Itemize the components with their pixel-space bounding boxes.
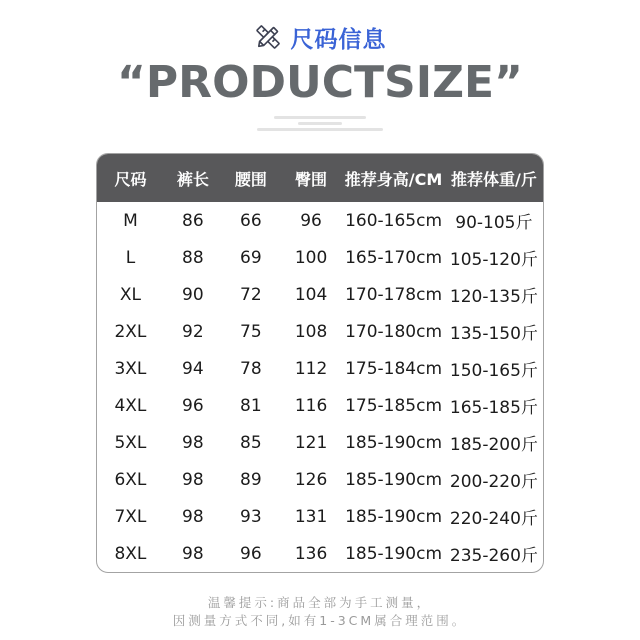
table-cell: 175-184cm: [345, 358, 443, 379]
header-cell: 尺码: [114, 169, 147, 189]
table-cell: 98: [182, 506, 204, 527]
table-cell: M: [123, 210, 138, 231]
table-cell: L: [125, 247, 136, 268]
table-cell: 120-135斤: [449, 287, 538, 307]
table-cell: 104: [294, 284, 328, 305]
header-cell: 推荐身高/CM: [344, 169, 443, 189]
table-cell: 81: [240, 395, 262, 416]
table-cell: 126: [294, 469, 328, 490]
table-cell: 175-185cm: [345, 395, 443, 416]
table-cell: 66: [240, 210, 262, 231]
table-cell: 78: [240, 358, 262, 379]
table-row: [97, 202, 543, 239]
table-cell: 6XL: [114, 469, 147, 490]
table-cell: 185-190cm: [345, 469, 443, 490]
table-cell: 2XL: [114, 321, 147, 342]
table-cell: 86: [182, 210, 204, 231]
fine-print-line: [257, 128, 383, 131]
table-cell: 89: [240, 469, 262, 490]
table-cell: 136: [294, 543, 328, 564]
size-table: [96, 153, 544, 573]
table-header-row: [97, 154, 543, 202]
page-subtitle: “PRODUCTSIZE”: [117, 57, 523, 108]
header-cell: 裤长: [176, 169, 209, 189]
table-cell: 150-165斤: [449, 361, 538, 381]
table-row: [97, 350, 543, 387]
table-cell: XL: [119, 284, 141, 305]
table-cell: 96: [240, 543, 262, 564]
table-row: [97, 461, 543, 498]
table-cell: 90: [182, 284, 204, 305]
table-row: [97, 276, 543, 313]
table-row: [97, 535, 543, 572]
table-cell: 235-260斤: [449, 546, 538, 566]
table-row: [97, 498, 543, 535]
table-cell: 185-190cm: [345, 506, 443, 527]
table-cell: 96: [300, 210, 322, 231]
table-cell: 200-220斤: [449, 472, 538, 492]
table-cell: 90-105斤: [455, 213, 533, 233]
table-cell: 108: [294, 321, 328, 342]
tip-line-1: 温馨提示:商品全部为手工测量，: [207, 595, 433, 610]
measurement-tip: [0, 594, 640, 630]
table-body: [97, 202, 543, 572]
table-cell: 220-240斤: [449, 509, 538, 529]
table-cell: 98: [182, 432, 204, 453]
table-cell: 131: [294, 506, 328, 527]
table-cell: 185-190cm: [345, 432, 443, 453]
pencil-ruler-icon: [254, 23, 282, 51]
header-cell: 推荐体重/斤: [450, 169, 537, 189]
table-cell: 165-185斤: [449, 398, 538, 418]
table-cell: 100: [294, 247, 328, 268]
table-cell: 3XL: [114, 358, 147, 379]
table-cell: 185-200斤: [449, 435, 538, 455]
table-cell: 135-150斤: [449, 324, 538, 344]
fine-print-line: [274, 116, 366, 119]
table-row: [97, 424, 543, 461]
table-row: [97, 239, 543, 276]
title-row: [0, 20, 640, 54]
table-cell: 4XL: [114, 395, 147, 416]
table-cell: 170-180cm: [345, 321, 443, 342]
table-cell: 85: [240, 432, 262, 453]
header-cell: 腰围: [234, 169, 267, 189]
table-cell: 94: [182, 358, 204, 379]
table-cell: 98: [182, 469, 204, 490]
table-row: [97, 313, 543, 350]
table-cell: 8XL: [114, 543, 147, 564]
table-cell: 105-120斤: [449, 250, 538, 270]
table-cell: 185-190cm: [345, 543, 443, 564]
table-cell: 112: [294, 358, 328, 379]
table-cell: 98: [182, 543, 204, 564]
page-title: 尺码信息: [290, 26, 387, 53]
table-cell: 72: [240, 284, 262, 305]
table-row: [97, 387, 543, 424]
fine-print-lines: [0, 116, 640, 131]
fine-print-line: [298, 122, 342, 125]
table-cell: 165-170cm: [345, 247, 443, 268]
table-cell: 96: [182, 395, 204, 416]
table-cell: 88: [182, 247, 204, 268]
header-cell: 臀围: [295, 169, 328, 189]
table-cell: 75: [240, 321, 262, 342]
table-cell: 7XL: [114, 506, 147, 527]
table-cell: 116: [294, 395, 328, 416]
page-header: [0, 0, 640, 131]
table-cell: 92: [182, 321, 204, 342]
table-cell: 5XL: [114, 432, 147, 453]
table-cell: 121: [294, 432, 328, 453]
table-cell: 170-178cm: [345, 284, 443, 305]
table-cell: 93: [240, 506, 262, 527]
table-cell: 69: [240, 247, 262, 268]
table-cell: 160-165cm: [345, 210, 443, 231]
tip-line-2: 因测量方式不同,如有1-3CM属合理范围。: [172, 613, 468, 628]
